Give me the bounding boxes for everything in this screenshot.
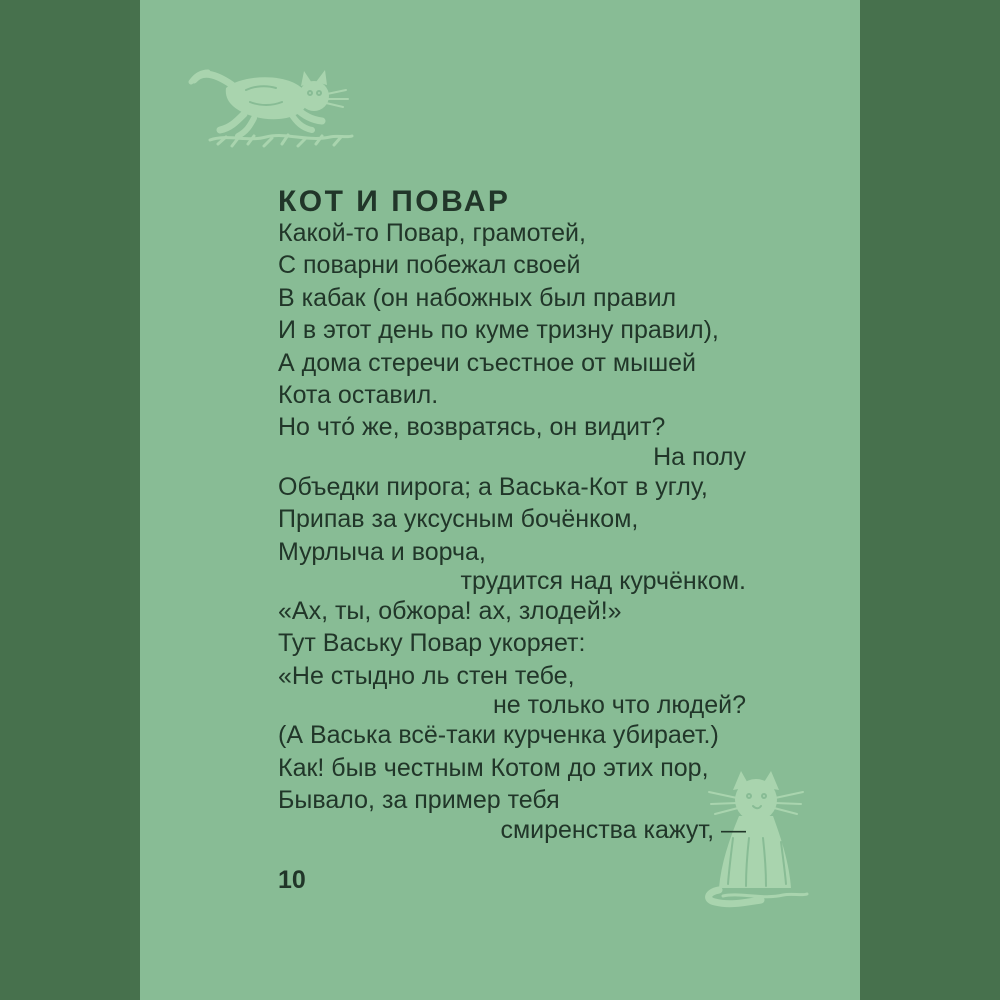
poem-line-19: Бывало, за пример тебя: [278, 786, 560, 815]
poem-line-20: смиренства кажут, —: [500, 815, 746, 844]
poem-line-11: Мурлыча и ворча,: [278, 537, 486, 566]
page-title: КОТ И ПОВАР: [278, 185, 511, 219]
poem-line-14: Тут Ваську Повар укоряет:: [278, 629, 586, 658]
poem-line-6: Кота оставил.: [278, 381, 439, 410]
poem-line-13: «Ах, ты, обжора! ах, злодей!»: [278, 597, 622, 626]
poem-line-8: На полу: [653, 442, 746, 471]
poem-line-10: Припав за уксусным бочёнком,: [278, 505, 639, 534]
left-margin-band: [0, 0, 140, 1000]
poem-line-4: И в этот день по куме тризну правил),: [278, 316, 719, 345]
poem-line-5: А дома стеречи съестное от мышей: [278, 348, 697, 377]
poem-line-16: не только что людей?: [492, 691, 746, 720]
poem-line-7: Но что́ же, возвратясь, он видит?: [278, 413, 666, 442]
poem-line-1: Какой-то Повар, грамотей,: [278, 219, 586, 247]
poem-body: [278, 217, 746, 844]
page-number: 10: [278, 866, 306, 894]
poem-line-2: С поварни побежал своей: [278, 251, 581, 280]
poem-line-9: Объедки пирога; а Васька-Кот в углу,: [278, 472, 708, 501]
poem-line-3: В кабак (он набожных был правил: [278, 283, 677, 312]
running-cat-icon: [188, 58, 356, 150]
poem-line-17: (А Васька всё-таки курченка убирает.): [278, 721, 719, 750]
poem-lines: [278, 217, 746, 844]
poem-line-18: Как! быв честным Котом до этих пор,: [278, 753, 709, 782]
poem-line-15: «Не стыдно ль стен тебе,: [278, 661, 575, 690]
right-margin-band: [860, 0, 1000, 1000]
poem-line-12: трудится над курчёнком.: [460, 567, 746, 596]
